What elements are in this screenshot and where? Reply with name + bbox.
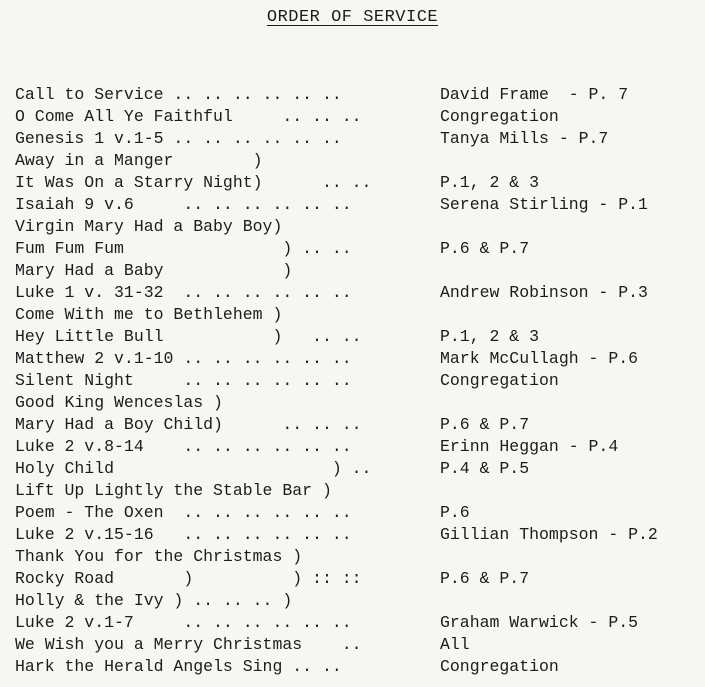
service-item-participant: Erinn Heggan - P.4 [440,437,619,456]
service-item-label: Genesis 1 v.1-5 .. .. .. .. .. .. [15,129,342,148]
service-item-participant [440,546,658,568]
service-item-label: Holy Child ) .. [15,459,372,478]
service-item-participant: Andrew Robinson - P.3 [440,283,648,302]
service-item-label: Silent Night .. .. .. .. .. .. [15,371,352,390]
service-item-participant: P.1, 2 & 3 [440,327,540,346]
service-item-participant [440,392,658,414]
service-item-participant: P.6 & P.7 [440,239,530,258]
service-item-label: It Was On a Starry Night) .. .. [15,173,372,192]
service-item-label: Rocky Road ) ) :: :: [15,569,362,588]
service-item-participant: P.6 & P.7 [440,569,530,588]
service-item-label: Matthew 2 v.1-10 .. .. .. .. .. .. [15,349,352,368]
service-item-label: Mary Had a Boy Child) .. .. .. [15,415,362,434]
service-item-label: Holly & the Ivy ) .. .. .. ) [15,591,293,610]
service-item-participant: Tanya Mills - P.7 [440,129,609,148]
participants-column [440,84,658,678]
service-item-label: Call to Service .. .. .. .. .. .. [15,85,342,104]
service-item-participant: Serena Stirling - P.1 [440,195,648,214]
service-item-label: Fum Fum Fum ) .. .. [15,239,352,258]
service-item-participant [440,590,658,612]
service-item-participant: Congregation [440,107,559,126]
service-item-participant: David Frame - P. 7 [440,85,629,104]
service-item-participant [440,260,658,282]
service-item-label: Hark the Herald Angels Sing .. .. [15,657,342,676]
service-item-participant: Congregation [440,657,559,676]
page-title: ORDER OF SERVICE [266,8,439,27]
service-item-label: Poem - The Oxen .. .. .. .. .. .. [15,503,352,522]
service-item-participant [440,150,658,172]
service-item-label: Come With me to Bethlehem ) [15,305,283,324]
service-item-label: Isaiah 9 v.6 .. .. .. .. .. .. [15,195,352,214]
service-item-participant: Graham Warwick - P.5 [440,613,639,632]
service-items-column [15,84,371,678]
service-item-participant [440,304,658,326]
service-item-label: Mary Had a Baby ) [15,261,293,280]
service-item-label: We Wish you a Merry Christmas .. [15,635,362,654]
service-item-label: Away in a Manger ) [15,151,263,170]
service-item-participant: Gillian Thompson - P.2 [440,525,658,544]
service-item-label: Luke 2 v.1-7 .. .. .. .. .. .. [15,613,352,632]
service-item-label: Luke 2 v.8-14 .. .. .. .. .. .. [15,437,352,456]
service-item-participant: P.6 [440,503,470,522]
service-item-participant [440,216,658,238]
service-item-participant: P.6 & P.7 [440,415,530,434]
service-item-label: O Come All Ye Faithful .. .. .. [15,107,362,126]
service-item-participant [440,480,658,502]
service-item-label: Hey Little Bull ) .. .. [15,327,362,346]
service-item-label: Luke 2 v.15-16 .. .. .. .. .. .. [15,525,352,544]
service-item-participant: P.4 & P.5 [440,459,530,478]
service-item-label: Luke 1 v. 31-32 .. .. .. .. .. .. [15,283,352,302]
service-item-label: Thank You for the Christmas ) [15,547,303,566]
service-item-label: Good King Wenceslas ) [15,393,223,412]
service-item-participant: Congregation [440,371,559,390]
service-item-label: Virgin Mary Had a Baby Boy) [15,217,283,236]
service-item-label: Lift Up Lightly the Stable Bar ) [15,481,332,500]
service-item-participant: All [440,635,470,654]
service-item-participant: P.1, 2 & 3 [440,173,540,192]
service-item-participant: Mark McCullagh - P.6 [440,349,639,368]
